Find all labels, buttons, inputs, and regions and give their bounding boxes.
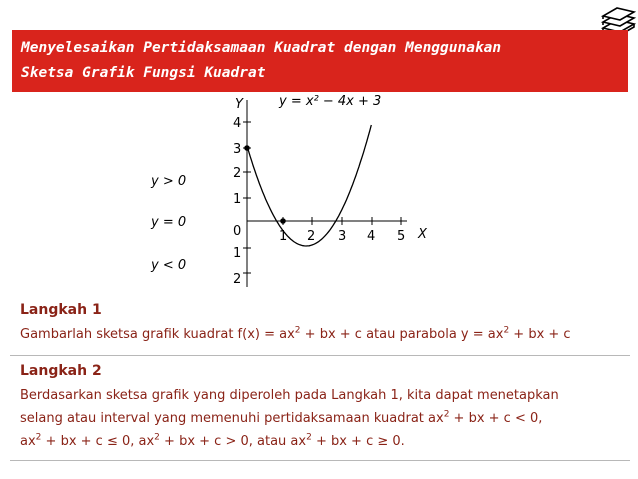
region-label-positive: y > 0 [151,174,187,189]
divider [10,460,630,461]
divider [10,355,630,356]
title-banner [12,30,628,92]
region-label-negative: y < 0 [151,258,187,273]
x-tick-label: 1 [279,229,288,244]
step1-heading: Langkah 1 [20,302,102,318]
y-tick-label: 3 [233,142,242,157]
y-intercept-point [244,145,250,151]
step2-line3: $ax^2$ + bx + c ≤ 0, $ax^2$ + bx + c > 0, atau $ax^2$ + bx + c ≥ 0. [20,432,405,449]
y-tick-label: 2 [233,166,242,181]
x-tick-label: 2 [307,229,316,244]
y-tick-label: 1 [233,246,242,261]
y-tick-label: 0 [233,224,242,239]
y-tick-label: 4 [233,116,242,131]
step1-text: Gambarlah sketsa grafik kuadrat $f(x) = ax^2$ + bx + c atau parabola $y = ax^2$ + bx + c [20,325,571,342]
equation-label: y = x² − 4x + 3 [279,94,382,109]
parabola-curve [247,125,371,246]
x-tick-label: 4 [367,229,376,244]
step2-line1: Berdasarkan sketsa grafik yang diperoleh pada Langkah 1, kita dapat menetapkan [20,388,559,403]
step2-line2: selang atau interval yang memenuhi pertidaksamaan kuadrat $ax^2$ + bx + c < 0, [20,409,543,426]
x-tick-label: 5 [397,229,406,244]
x-axis-label: X [418,227,427,242]
slide-title: Menyelesaikan Pertidaksamaan Kuadrat dengan Menggunakan Sketsa Grafik Fungsi Kuadrat [21,40,502,81]
y-tick-label: 2 [233,272,242,287]
y-tick-label: 1 [233,192,242,207]
parabola-graph [0,92,638,297]
region-label-zero: y = 0 [151,215,187,230]
step2-heading: Langkah 2 [20,363,102,379]
x-tick-label: 3 [338,229,347,244]
root-point [280,218,286,224]
y-axis-label: Y [235,97,243,112]
